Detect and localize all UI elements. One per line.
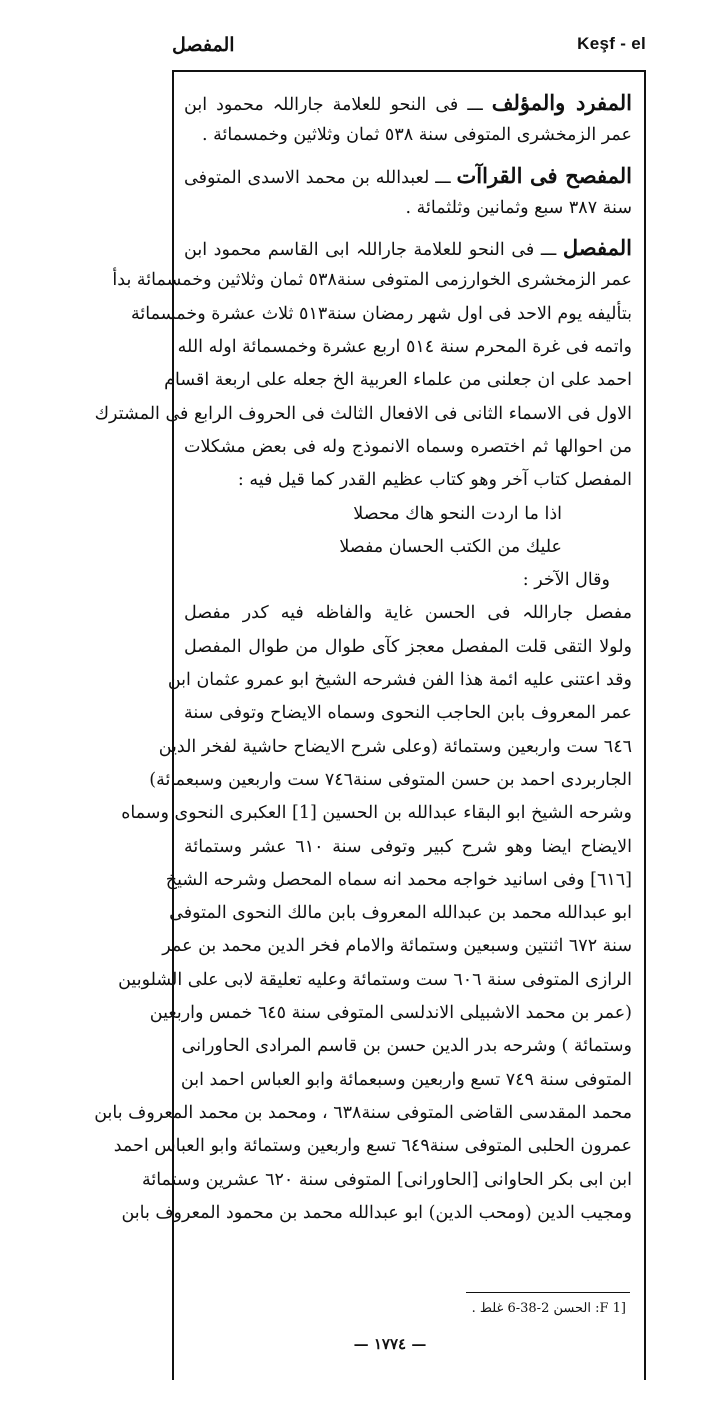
text-line: [٦١٦] وفى اسانيد خواجه محمد انه سماه المحصل وشرحه الشيخ: [165, 869, 632, 890]
main-text: [94, 86, 632, 1230]
entry-text: ـــ فى النحو للعلامة جاراللہ ابى القاسم محمود ابن: [184, 240, 557, 261]
header-title-latin: Keşf - el: [577, 34, 646, 53]
text-line: الرازى المتوفى سنة ٦٠٦ ست وستمائة وعليه تعليقة لابى على الشلوبين: [118, 969, 632, 990]
text-line: بتأليفه يوم الاحد فى اول شهر رمضان سنة٥١٣ ثلاث عشرة وخمسمائة: [130, 303, 632, 324]
text-line: ومجيب الدين (ومحب الدين) ابو عبدالله محمد بن محمود المعروف بابن: [121, 1202, 632, 1223]
verse-line: اذا ما اردت النحو هاك محصلا: [353, 503, 562, 524]
text-line: واتمه فى غرة المحرم سنة ٥١٤ اربع عشرة وخمسمائة اوله الله: [177, 337, 632, 358]
text-line: عمرون الحلبى المتوفى سنة٦٤٩ تسع واربعين وستمائة وابو العباس احمد: [113, 1136, 632, 1157]
verse-line: ولولا التقى قلت المفصل معجز كآى طوال من طوال المفصل: [184, 636, 632, 657]
text-line: محمد المقدسى القاضى المتوفى سنة٦٣٨ ، ومحمد بن محمد المعروف بابن: [94, 1102, 632, 1123]
text-line: وقد اعتنى عليه ائمة هذا الفن فشرحه الشيخ ابو عمرو عثمان ابن: [167, 670, 632, 691]
text-line: المتوفى سنة ٧٤٩ تسع واربعين وسبعمائة وابو العباس احمد ابن: [180, 1069, 632, 1090]
header-title-arabic: المفصل: [172, 34, 235, 56]
entry-first-line: [184, 231, 632, 264]
entry-text: ـــ فى النحو للعلامة جاراللہ محمود ابن: [184, 95, 483, 115]
entry-text: ـــ لعبدالله بن محمد الاسدى المتوفى: [184, 167, 451, 188]
verse-line: عليك من الكتب الحسان مفصلا: [339, 536, 562, 557]
header-rule: [172, 70, 646, 72]
text-line: عمر الزمخشرى المتوفى سنة ٥٣٨ ثمان وثلاثين وخمسمائة .: [202, 125, 632, 146]
entry-heading: المفصح فى القراآت: [456, 162, 632, 188]
entry-first-line: [184, 159, 632, 192]
entry-first-line: [184, 86, 632, 119]
verse-line: مفصل جاراللہ فى الحسن غاية والفاظه فيه كدر مفصل: [184, 603, 632, 624]
right-column-rule: [644, 72, 646, 1380]
text-line: ابو عبدالله محمد بن عبدالله المعروف بابن مالك النحوى المتوفى: [169, 903, 632, 924]
footnote-rule: [466, 1292, 630, 1293]
text-line: المفصل كتاب آخر وهو كتاب عظيم القدر كما قيل فيه :: [237, 470, 632, 491]
text-line: احمد على ان جعلنى من علماء العربية الخ جعله على اربعة اقسام: [164, 370, 632, 391]
text-line: من احوالها ثم اختصره وسماه الانموذج وله فى بعض مشكلات: [184, 436, 632, 457]
text-line: وستمائة ) وشرحه بدر الدين حسن بن قاسم المرادى الحاورانى: [181, 1036, 632, 1057]
page-number: — ١٧٧٤ —: [353, 1335, 427, 1353]
text-line: الاول فى الاسماء الثانى فى الافعال الثالث فى الحروف الرابع فى المشترك: [94, 403, 632, 424]
text-line: ابن ابى بكر الحاوانى [الحاورانى] المتوفى سنة ٦٢٠ عشرين وستمائة: [141, 1169, 632, 1190]
text-line: سنة ٦٧٢ اثنتين وسبعين وستمائة والامام فخر الدين محمد بن عمر: [162, 936, 632, 957]
running-header: [172, 30, 646, 64]
text-line: عمر المعروف بابن الحاجب النحوى وسماه الايضاح وتوفى سنة: [184, 703, 632, 724]
verse-intro: وقال الآخر :: [522, 570, 610, 591]
text-line: (عمر بن محمد الاشبيلى الاندلسى المتوفى سنة ٦٤٥ خمس واربعين: [149, 1003, 632, 1024]
text-line: عمر الزمخشرى الخوارزمى المتوفى سنة٥٣٨ ثمان وثلاثين وخمسمائة بدأ: [112, 270, 632, 291]
entry-heading: المفصل: [562, 235, 632, 261]
text-line: ٦٤٦ ست واربعين وستمائة (وعلى شرح الايضاح حاشية لفخر الدين: [158, 736, 632, 757]
text-line: سنة ٣٨٧ سبع وثمانين وثلثمائة .: [405, 197, 632, 218]
text-line: الايضاح ايضا وهو شرح كبير وتوفى سنة ٦١٠ عشر وستمائة: [184, 836, 632, 857]
entry-heading: المفرد والمؤلف: [491, 90, 632, 115]
text-line: وشرحه الشيخ ابو البقاء عبدالله بن الحسين [1] العكبرى النحوى وسماه: [121, 803, 632, 824]
text-line: الجاربردى احمد بن حسن المتوفى سنة٧٤٦ ست واربعين وسبعمائة): [149, 769, 632, 790]
footnote: [1 F: الحسن 2-38-6 غلط .: [471, 1301, 626, 1316]
